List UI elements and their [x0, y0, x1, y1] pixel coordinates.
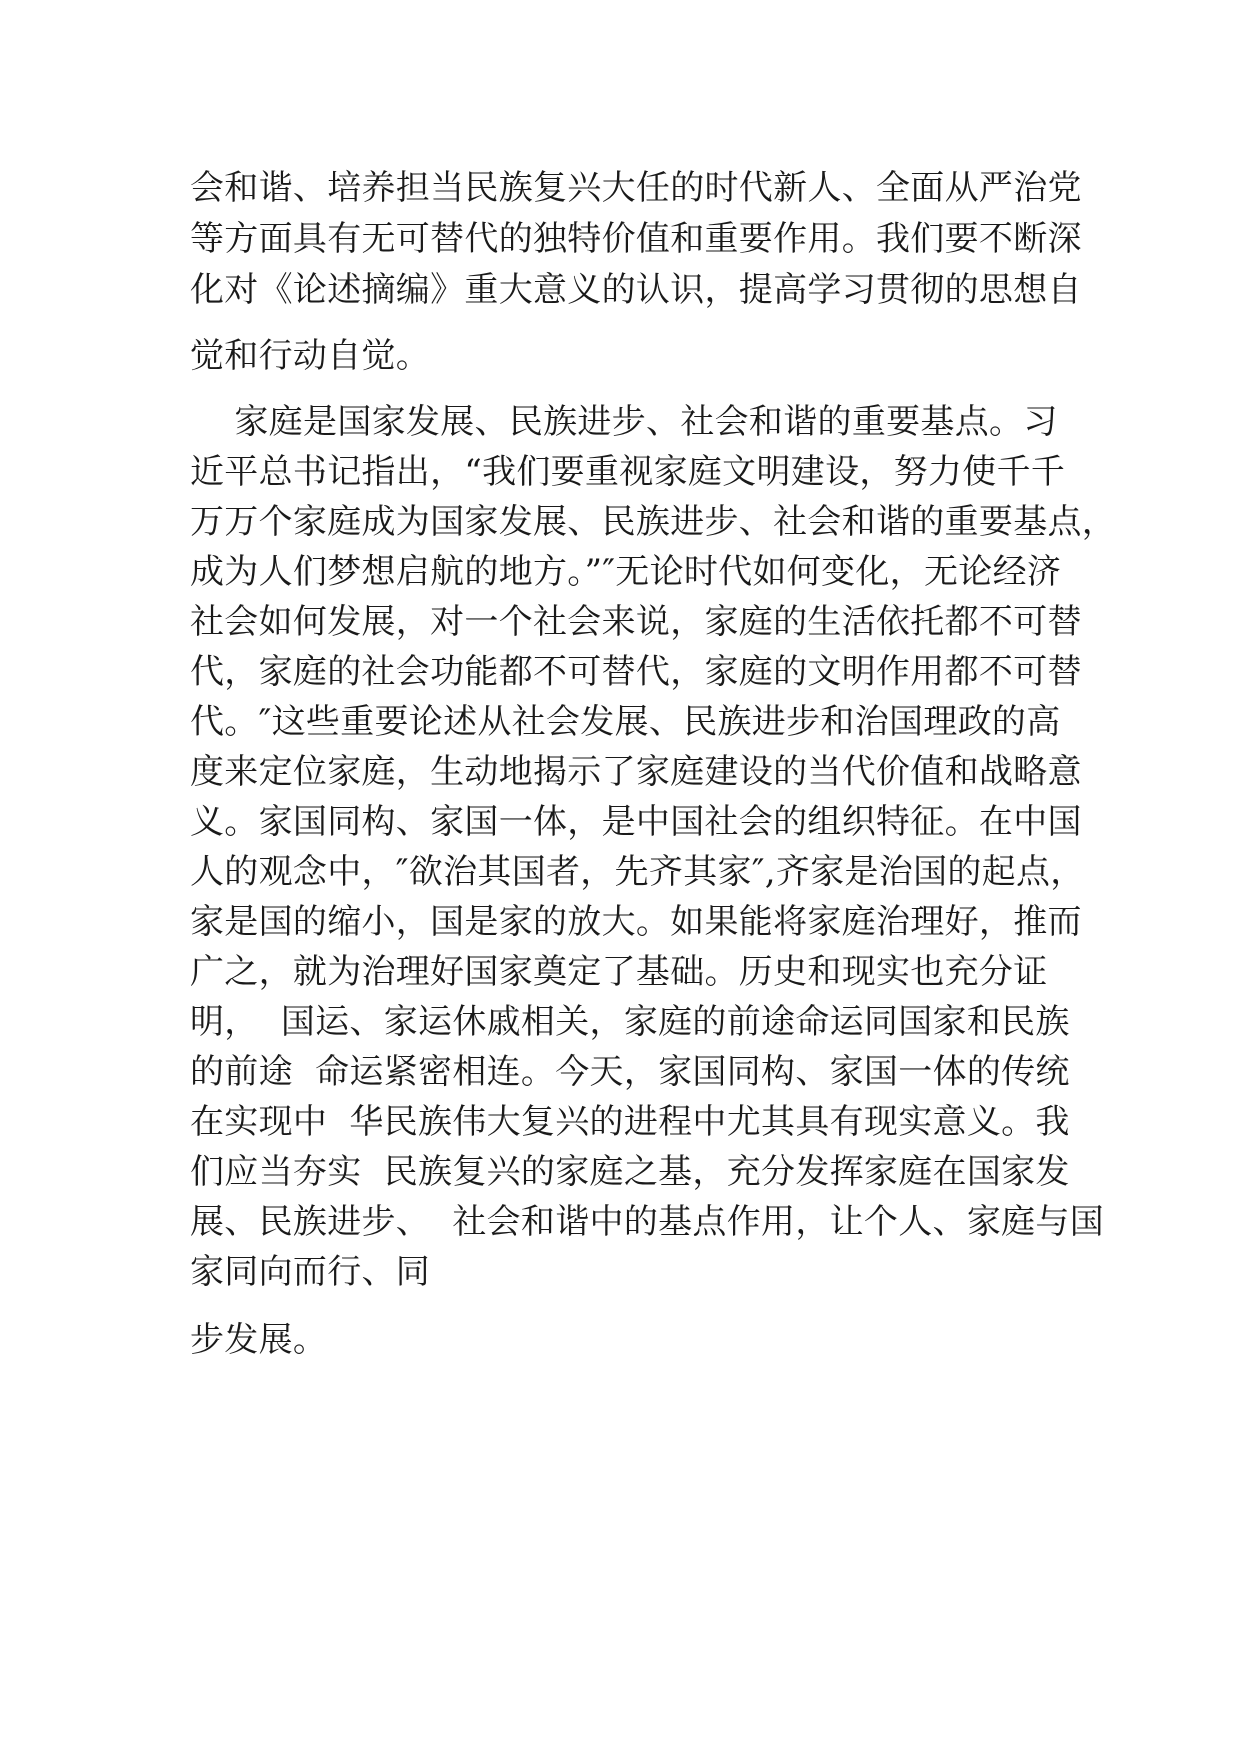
- text-line: 家是国的缩小，国是家的放大。如果能将家庭治理好，推而: [190, 902, 1082, 942]
- text-line: 家同向而行、同: [190, 1252, 431, 1292]
- text-line: 义。家国同构、家国一体，是中国社会的组织特征。在中国: [190, 802, 1082, 842]
- text-line: 等方面具有无可替代的独特价值和重要作用。我们要不断深: [190, 219, 1082, 259]
- text-line: 在实现中 华民族伟大复兴的进程中尤其具有现实意义。我: [190, 1102, 1070, 1142]
- text-line: 的前途 命运紧密相连。今天，家国同构、家国一体的传统: [190, 1052, 1070, 1092]
- text-line: 社会如何发展，对一个社会来说，家庭的生活依托都不可替: [190, 602, 1082, 642]
- text-line: 人的观念中，″欲治其国者，先齐其家″,齐家是治国的起点，: [190, 852, 1085, 892]
- text-line: 们应当夯实 民族复兴的家庭之基，充分发挥家庭在国家发: [190, 1152, 1070, 1192]
- text-line: 会和谐、培养担当民族复兴大任的时代新人、全面从严治党: [190, 168, 1082, 208]
- text-line: 家庭是国家发展、民族进步、社会和谐的重要基点。习: [190, 402, 1058, 442]
- text-line: 化对《论述摘编》重大意义的认识，提高学习贯彻的思想自: [190, 270, 1082, 310]
- text-line: 近平总书记指出，“我们要重视家庭文明建设，努力使千千: [190, 452, 1066, 492]
- text-line: 广之，就为治理好国家奠定了基础。历史和现实也充分证: [190, 952, 1048, 992]
- text-line: 明， 国运、家运休戚相关，家庭的前途命运同国家和民族: [190, 1002, 1070, 1042]
- text-line: 万万个家庭成为国家发展、民族进步、社会和谐的重要基点，: [190, 502, 1117, 542]
- text-line: 展、民族进步、 社会和谐中的基点作用，让个人、家庭与国: [190, 1202, 1105, 1242]
- text-line: 度来定位家庭，生动地揭示了家庭建设的当代价值和战略意: [190, 752, 1082, 792]
- text-line: 成为人们梦想启航的地方。”″无论时代如何变化，无论经济: [190, 552, 1062, 592]
- text-line: 代，家庭的社会功能都不可替代，家庭的文明作用都不可替: [190, 652, 1082, 692]
- text-line: 步发展。: [190, 1320, 328, 1360]
- text-line: 觉和行动自觉。: [190, 336, 431, 376]
- text-line: 代。″这些重要论述从社会发展、民族进步和治国理政的高: [190, 702, 1061, 742]
